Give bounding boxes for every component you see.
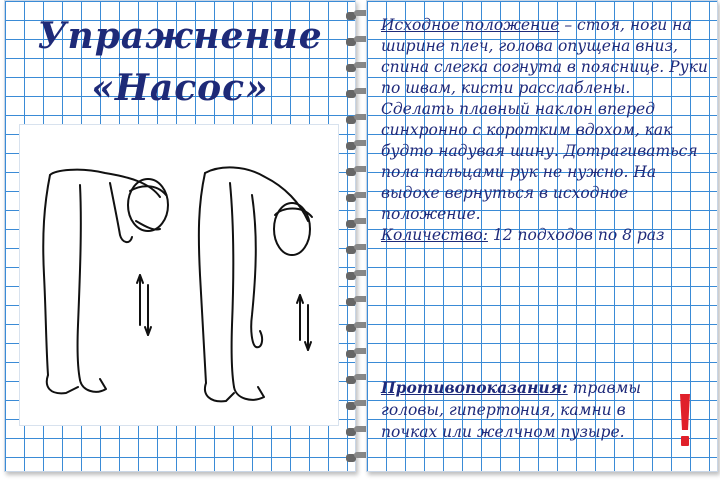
exercise-name: «Насос» bbox=[91, 67, 269, 109]
warning-exclamation-icon bbox=[678, 392, 692, 450]
illustration-panel bbox=[19, 124, 339, 426]
exercise-title: Упражнение bbox=[37, 15, 323, 57]
contraindications-paragraph bbox=[381, 377, 681, 443]
contraindications-label: Противопоказания: bbox=[381, 378, 568, 397]
exercise-description bbox=[381, 15, 711, 246]
start-position-label: Исходное положение bbox=[381, 16, 560, 34]
start-position-text: – стоя, ноги на ширине плеч, голова опущена вниз, спина слегка согнута в пояснице. Руки по швам, кисти расслаблены. bbox=[381, 16, 708, 97]
quantity-label: Количество: bbox=[381, 226, 488, 244]
right-notebook-page bbox=[366, 0, 718, 472]
start-position-paragraph bbox=[381, 15, 711, 99]
action-paragraph: Сделать плавный наклон вперед синхронно с коротким вдохом, как будто надувая шину. Дотрагиваться пола пальцами рук не нужно. На выдохе вернуться в исходное положение. bbox=[381, 100, 698, 223]
quantity-paragraph bbox=[381, 225, 711, 246]
left-notebook-page bbox=[4, 0, 356, 472]
quantity-text: 12 подходов по 8 раз bbox=[487, 226, 665, 244]
contraindications-text: травмы головы, гипертония, камни в почках или желчном пузыре. bbox=[381, 379, 642, 441]
bending-figures-illustration bbox=[20, 125, 338, 425]
